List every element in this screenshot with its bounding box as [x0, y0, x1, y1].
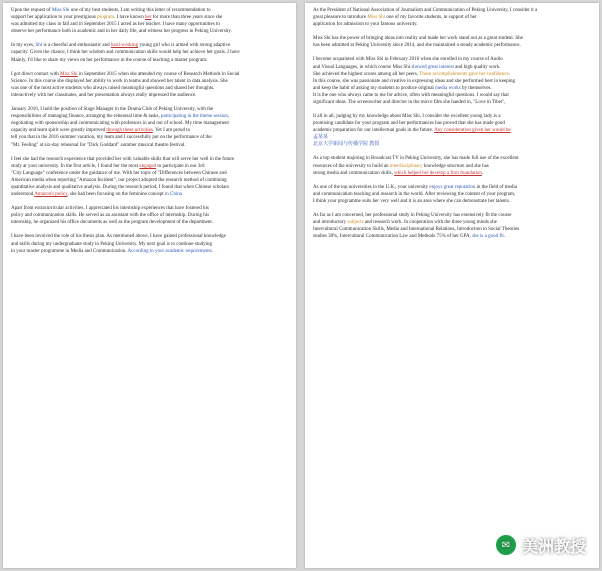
text-segment: Miss Shi	[367, 15, 386, 21]
paragraph	[11, 106, 288, 149]
text-segment: .	[503, 234, 506, 240]
text-segment: responsibilities of managing finance, arranging the rehearsal time & tasks,	[11, 114, 161, 120]
text-line	[11, 120, 288, 127]
text-segment: capacity. Given the chance, I think her wisdom and communication skills would help her achieve her goals. I have	[11, 50, 240, 56]
paragraph	[11, 156, 288, 199]
text-segment: Upon the request of	[11, 8, 52, 13]
text-segment: As a top student majoring in Broadcast TV in Peking University, she has made full use of the excellent	[313, 156, 519, 162]
paragraph	[11, 71, 288, 99]
text-line	[11, 219, 288, 226]
text-line	[11, 71, 288, 78]
text-segment: to participate in our 3rd	[156, 163, 205, 169]
text-segment: strong media and communication skills,	[313, 170, 395, 176]
text-line	[11, 205, 288, 212]
paragraph	[313, 113, 591, 148]
text-segment: "Mr. Feeling" at six-day rehearsal for "Dick Goddard" summer musical theatre festival.	[11, 142, 186, 148]
text-line	[313, 64, 591, 71]
text-line	[313, 78, 591, 85]
text-segment: which helped her develop a firm foundation	[394, 170, 482, 176]
text-segment: In my eyes,	[11, 43, 36, 49]
text-segment: , she had been focusing on the feminine concept	[67, 192, 165, 198]
text-line	[313, 42, 591, 49]
text-segment: ,	[227, 114, 230, 120]
text-line	[11, 7, 288, 14]
text-line	[313, 85, 591, 92]
text-segment: and skills during my undergraduate study in Peking University. My next goal is to continue studying	[11, 241, 212, 247]
text-line	[11, 163, 288, 170]
text-segment: .	[481, 170, 484, 176]
text-line	[11, 191, 288, 198]
text-segment: "City Language" conference under the guidance of me. With her topic of "Differences between Chinese and	[11, 170, 227, 176]
text-segment: subjects	[347, 220, 364, 226]
text-segment: showed great interest	[411, 64, 454, 70]
text-line	[313, 233, 591, 240]
text-line	[11, 49, 288, 56]
paragraph	[11, 205, 288, 226]
text-segment: one of my best students, I am writing this letter of recommendation to	[69, 8, 211, 13]
paragraph	[313, 7, 591, 28]
text-line	[313, 14, 591, 21]
text-segment: As one of the top universities in the U.K., your university	[313, 184, 430, 190]
text-segment: knowledge structure and she has	[422, 163, 489, 169]
text-segment: for more than three years since she	[151, 15, 223, 21]
text-segment: in your master programme in Media and Communication.	[11, 248, 128, 254]
text-line	[11, 42, 288, 49]
paragraph	[313, 35, 591, 49]
text-line	[11, 212, 288, 219]
text-segment: she is a good fit	[472, 234, 504, 240]
text-line	[313, 56, 591, 63]
signature-note: 孟某某	[313, 135, 329, 141]
text-segment: observe her performance both in academic and in her daily life, and witness her progress in Peking University.	[11, 29, 232, 35]
text-line	[11, 113, 288, 120]
text-segment: was one of the most active students who always raised meaningful questions and shared her thoughts.	[11, 85, 215, 91]
text-segment: young girl who is armed with strong adaptive	[138, 43, 231, 49]
text-segment: and communication teaching and research in the world. After reviewing the content of your program,	[313, 191, 516, 197]
paragraph	[313, 212, 591, 240]
text-line	[11, 134, 288, 141]
text-line	[11, 78, 288, 85]
text-line	[313, 21, 591, 28]
text-segment: support her application to your prestigious	[11, 15, 98, 21]
text-segment: Mainly, I'd like to share my views on her performance in the course of teaching a master program.	[11, 57, 208, 63]
text-line	[11, 85, 288, 92]
text-segment: in China	[164, 192, 182, 198]
wechat-logo-icon: ✉	[494, 533, 518, 557]
text-line	[313, 155, 591, 162]
text-line	[313, 99, 591, 106]
text-segment: was admitted my class in fall and in September 2015 I acted as her teacher. I have many opportunities to	[11, 22, 220, 28]
text-segment: January 2016, I hold the position of Stage Manager in the Drama Club of Peking University, with the	[11, 107, 214, 113]
text-segment: I become acquainted with Miss Shi in February 2016 when she enrolled in my course of Audio	[313, 57, 503, 63]
text-segment: Science. In this course she displayed her ability to work in teams and showed her talent in data analysis. She	[11, 78, 228, 84]
text-segment: study at your university. In the first article, I found her the most	[11, 163, 140, 169]
text-line	[313, 7, 591, 14]
text-segment: significant ideas. The screenwriter and director in the micro film she handed in, "Love in Tibet",	[313, 100, 506, 106]
document-page-right	[305, 3, 599, 568]
text-line	[11, 127, 288, 134]
signature-note: 北京大学新闻与传播学院 教授	[313, 142, 380, 148]
text-segment: interactively with her classmates, and her presentation always really impressed the audience.	[11, 92, 197, 98]
text-segment: negotiating with sponsorship and communicating with professors in and out of school. My time management	[11, 121, 229, 127]
paragraph	[11, 42, 288, 63]
paragraph	[11, 7, 288, 35]
text-segment: According to your academic requirements	[127, 248, 212, 254]
text-line	[11, 241, 288, 248]
text-segment: resources of the university to build an	[313, 163, 390, 169]
text-line	[313, 71, 591, 78]
text-segment: .	[508, 71, 510, 77]
text-line	[313, 163, 591, 170]
text-line	[11, 177, 288, 184]
text-line	[313, 219, 591, 226]
text-line	[313, 170, 591, 177]
text-segment: policy and communication skills. He served as an assistant with the office of internship. During his	[11, 213, 210, 219]
paragraph	[313, 155, 591, 176]
text-segment: and high quality work.	[453, 64, 501, 70]
text-segment: in the field of media	[475, 184, 517, 190]
text-segment: and Visual Languages, in which course Miss Shi	[313, 64, 412, 70]
text-segment: hard-working	[110, 43, 139, 49]
text-segment: and keep the habit of asking my students to produce original	[313, 85, 436, 91]
text-line	[313, 120, 591, 127]
text-segment: I have been involved the role of his thesis plan. As mentioned above, I have gained professional knowledge	[11, 234, 226, 240]
text-segment: American media when reporting "Amazon Incident", our project adopted the research method of combining	[11, 177, 227, 183]
text-segment: one of my favorite students, in support of her	[385, 15, 477, 21]
text-segment: and research work. In cooperation with the three young minds she	[363, 220, 497, 226]
text-line	[313, 198, 591, 205]
text-segment: tell you that in the 2016 summer vacation, my team and I successfully put on the performance of the	[11, 135, 212, 141]
text-segment: Shi	[35, 43, 43, 49]
text-segment: in September 2015 when she attended my course of Research Methods in Social	[77, 71, 240, 77]
text-line	[313, 184, 591, 191]
text-segment: engaged	[139, 163, 157, 169]
text-segment: As far as I am concerned, her professional study in Peking University has extensively fit the course	[313, 212, 512, 218]
text-segment: application for admission to your famous university.	[313, 22, 418, 28]
paragraph	[11, 233, 288, 254]
text-line	[11, 28, 288, 35]
text-segment: It is the one who always came to me for advice, often with meaningful questions. I would say that	[313, 92, 509, 98]
text-segment: great pleasure to introduce	[313, 15, 368, 21]
text-segment: These accomplishments gave her confidence	[419, 71, 509, 77]
text-line	[11, 184, 288, 191]
text-segment: Any consideration given her would be	[434, 128, 511, 134]
text-segment: by themselves.	[460, 85, 492, 91]
text-segment: I feel she had the research experience that provided her with valuable skills that will serve her well in the future	[11, 156, 235, 162]
text-line	[313, 35, 591, 42]
text-line	[313, 212, 591, 219]
text-segment: It all in all, judging by my knowledge about Miss Shi, I consider the excellent young lady is a	[313, 114, 501, 120]
text-line	[11, 57, 288, 64]
text-line	[313, 113, 591, 120]
text-line	[11, 14, 288, 21]
paragraph	[313, 184, 591, 205]
text-segment: .	[211, 248, 213, 254]
text-line	[313, 191, 591, 198]
text-segment: has been admitted at Peking University since 2014, and she maintained a steady academic performance.	[313, 43, 521, 49]
text-segment: her	[145, 15, 152, 21]
text-line	[11, 156, 288, 163]
text-segment: interdisciplinary	[389, 163, 423, 169]
document-page-left	[3, 3, 296, 568]
text-line	[313, 127, 591, 134]
text-segment: and introductory	[313, 220, 348, 226]
watermark-text: 美洲教授	[521, 536, 586, 556]
paragraph	[313, 56, 591, 106]
text-segment: promising candidate for your program and her performances has proved that she has made good	[313, 121, 505, 127]
text-line	[313, 226, 591, 233]
text-segment: understood	[11, 192, 35, 198]
text-line	[313, 92, 591, 99]
text-line	[11, 142, 288, 149]
text-segment: studies 30%, Intercultural Communication Law and Methods 75% of her GPA,	[313, 234, 473, 240]
text-segment: media works	[435, 85, 461, 91]
text-segment: quantitative analysis and qualitative analysis. During the research period, I found that when Chinese scholars	[11, 184, 229, 190]
right-page-text	[305, 3, 599, 240]
text-segment: Miss Shi	[51, 8, 70, 13]
text-segment: . I have known	[114, 15, 146, 21]
text-segment: As the President of National Association of Journalism and Communication of Peking University, I consider it a	[313, 8, 538, 13]
watermark	[494, 533, 586, 557]
text-segment: participating in the theme session	[160, 114, 228, 120]
text-segment: capacity and team spirit were greatly improved	[11, 128, 107, 134]
text-line	[11, 106, 288, 113]
text-segment: through these activities	[106, 128, 153, 134]
text-segment: internship, he organized his office documents as well as the program development of the department.	[11, 220, 213, 226]
text-line	[11, 21, 288, 28]
text-segment: I think your programme suits her very well and it is an area where she can demonstrate her talents.	[313, 198, 511, 204]
left-page-text	[3, 3, 296, 255]
text-line	[11, 248, 288, 255]
text-line	[11, 170, 288, 177]
text-segment: enjoys great reputation	[429, 184, 476, 190]
text-segment: I got direct contact with	[11, 71, 61, 77]
text-line	[11, 233, 288, 240]
text-segment: Miss Shi has the power of bringing ideas into reality and made her work stand out as a great student. She	[313, 36, 523, 42]
text-segment: Apart from extracurricular activities, I appreciated his internship experiences that have fostered his	[11, 206, 209, 212]
text-segment: academic preparation for our intellectual goals in the future.	[313, 128, 435, 134]
text-segment: She achieved the highest scores among all her peers.	[313, 71, 420, 77]
text-segment: Miss Shi	[60, 71, 78, 77]
text-segment: In this course, she was passionate and creative in expressing ideas and she performed best in keeping	[313, 78, 516, 84]
text-segment: Amazon's policy	[34, 192, 68, 198]
text-segment: Intercultural Communication Skills, Media and International Relations, Introduction to Social Theories	[313, 227, 520, 233]
text-segment: is a cheerful and enthusiastic and	[42, 43, 111, 49]
text-segment: program	[97, 15, 115, 21]
text-line	[11, 92, 288, 99]
text-segment: . Yet I am proud to	[152, 128, 191, 134]
